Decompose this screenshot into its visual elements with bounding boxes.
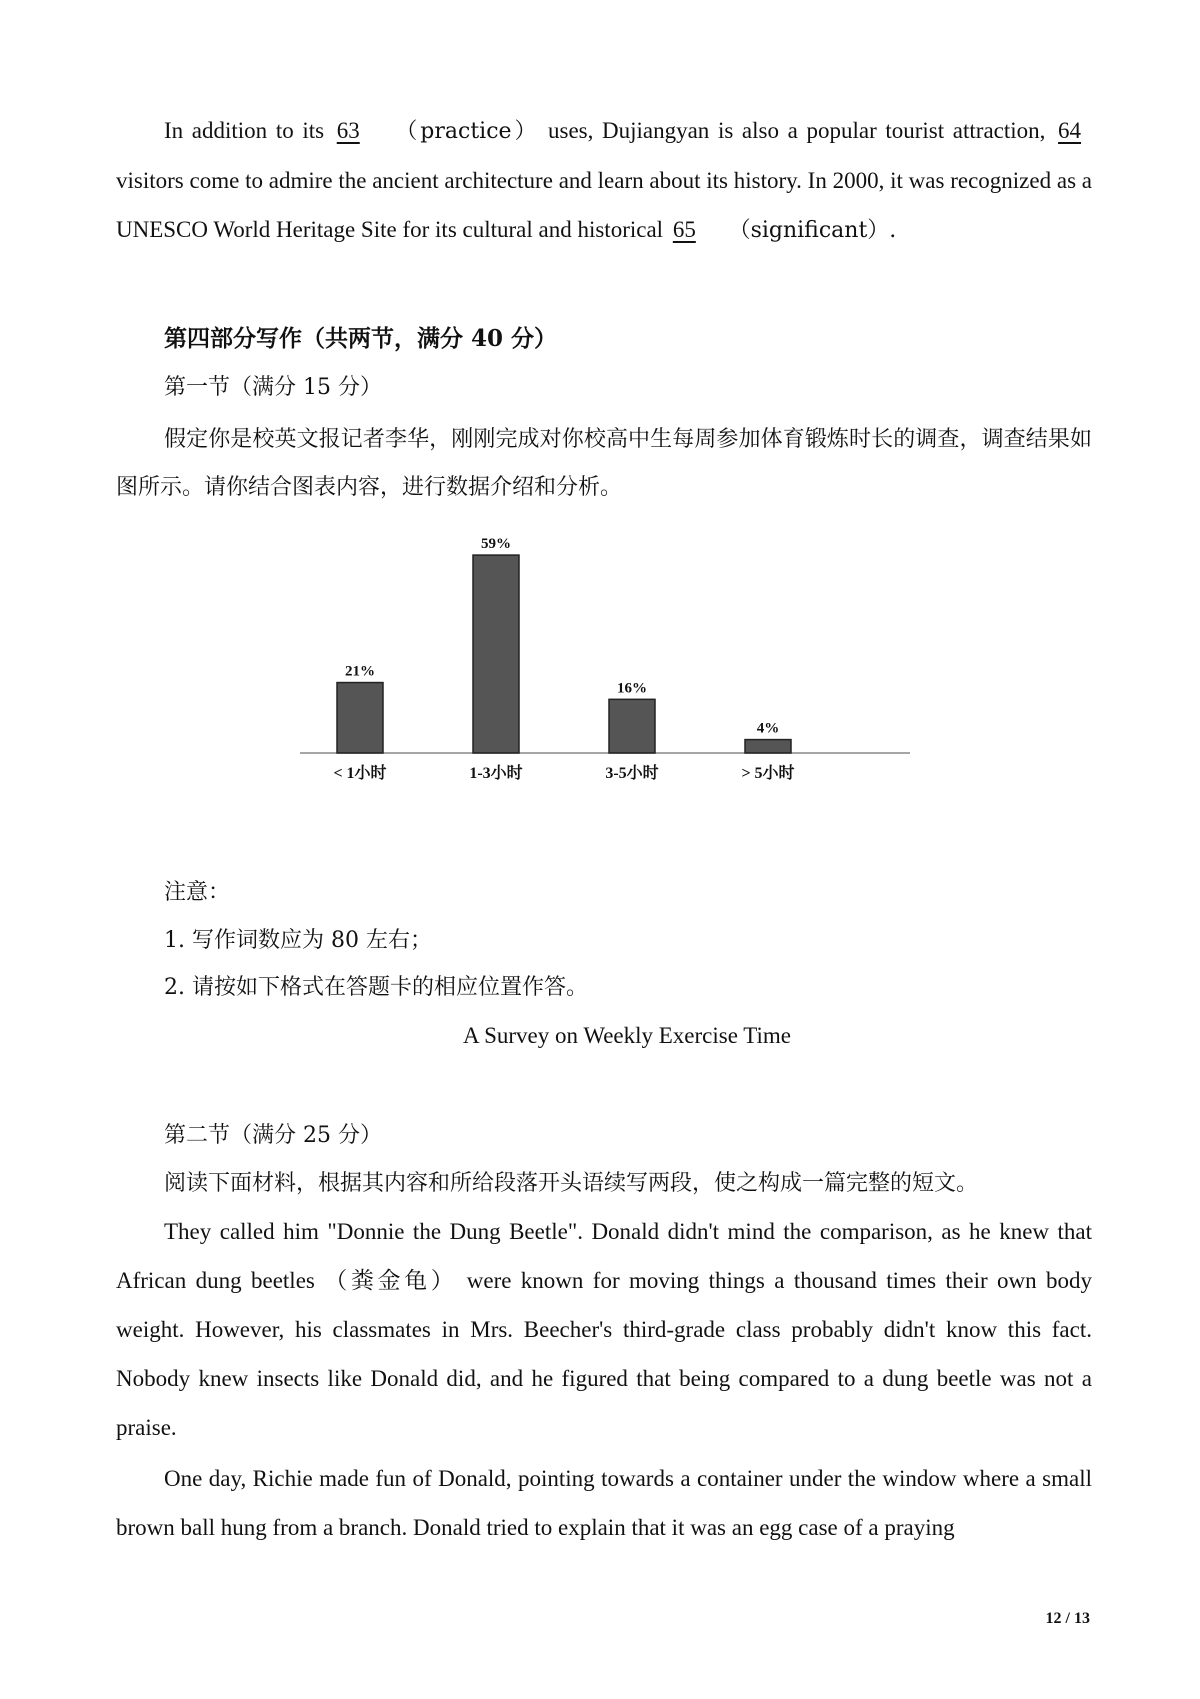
blank-65: 65	[672, 217, 696, 242]
hint-63: （practice）	[395, 119, 540, 144]
category-label-3: 3-5小时	[605, 765, 659, 782]
story-paragraph-2: One day, Richie made fun of Donald, pointing towards a container under the window where a small brown ball hung from a branch. Donald tried to explain that it was an egg case of a praying	[116, 1466, 1092, 1540]
bar-3	[609, 699, 655, 753]
category-label-1: < 1小时	[333, 765, 387, 782]
passage-text-2: uses, Dujiangyan is also a popular tourist attraction,	[548, 118, 1046, 143]
bar-value-label-2: 59%	[481, 536, 511, 553]
essay-title: A Survey on Weekly Exercise Time	[463, 1023, 791, 1048]
page-number: 12 / 13	[1045, 1610, 1090, 1627]
note-1: 1. 写作词数应为 80 左右；	[164, 928, 432, 953]
section1-prompt: 假定你是校英文报记者李华，刚刚完成对你校高中生每周参加体育锻炼时长的调查，调查结果如图所示。请你结合图表内容，进行数据介绍和分析。	[116, 427, 1092, 500]
part4-title: 第四部分写作（共两节，满分 40 分）	[164, 325, 558, 352]
category-label-4: > 5小时	[741, 765, 795, 782]
section2-title: 第二节（满分 25 分）	[164, 1123, 382, 1148]
note-2: 2. 请按如下格式在答题卡的相应位置作答。	[164, 975, 588, 1000]
blank-64: 64	[1058, 118, 1082, 143]
section2-prompt: 阅读下面材料，根据其内容和所给段落开头语续写两段，使之构成一篇完整的短文。	[164, 1171, 979, 1196]
passage-text-3: visitors come to admire the ancient architecture and learn about its history. In 2000, it was recognized as a UNESCO World Heritage Site for its cultural and historical	[116, 168, 1092, 242]
bar-value-label-3: 16%	[617, 680, 647, 697]
exercise-time-bar-chart	[250, 525, 930, 815]
bar-4	[745, 740, 791, 753]
chart-bars	[333, 536, 794, 782]
passage-paragraph	[116, 106, 1092, 255]
bar-value-label-1: 21%	[345, 663, 375, 680]
section1-title: 第一节（满分 15 分）	[164, 375, 382, 400]
passage-text-1: In addition to its	[164, 118, 325, 143]
notes-label: 注意：	[164, 880, 231, 905]
blank-63: 63	[336, 118, 360, 143]
bar-2	[473, 555, 519, 753]
category-label-2: 1-3小时	[469, 765, 523, 782]
hint-65: （significant）.	[728, 218, 897, 243]
bar-value-label-4: 4%	[756, 720, 780, 737]
bar-1	[337, 683, 383, 753]
story-paragraph-1: They called him "Donnie the Dung Beetle". Donald didn't mind the comparison, as he knew that African dung beetles （粪金龟） were known for moving things a thousand times their own body weight. However, his classmates in Mrs. Beecher's third-grade class probably didn't know this fact. Nobody knew insects like Donald did, and he figured that being compared to a dung beetle was not a praise.	[116, 1219, 1092, 1440]
